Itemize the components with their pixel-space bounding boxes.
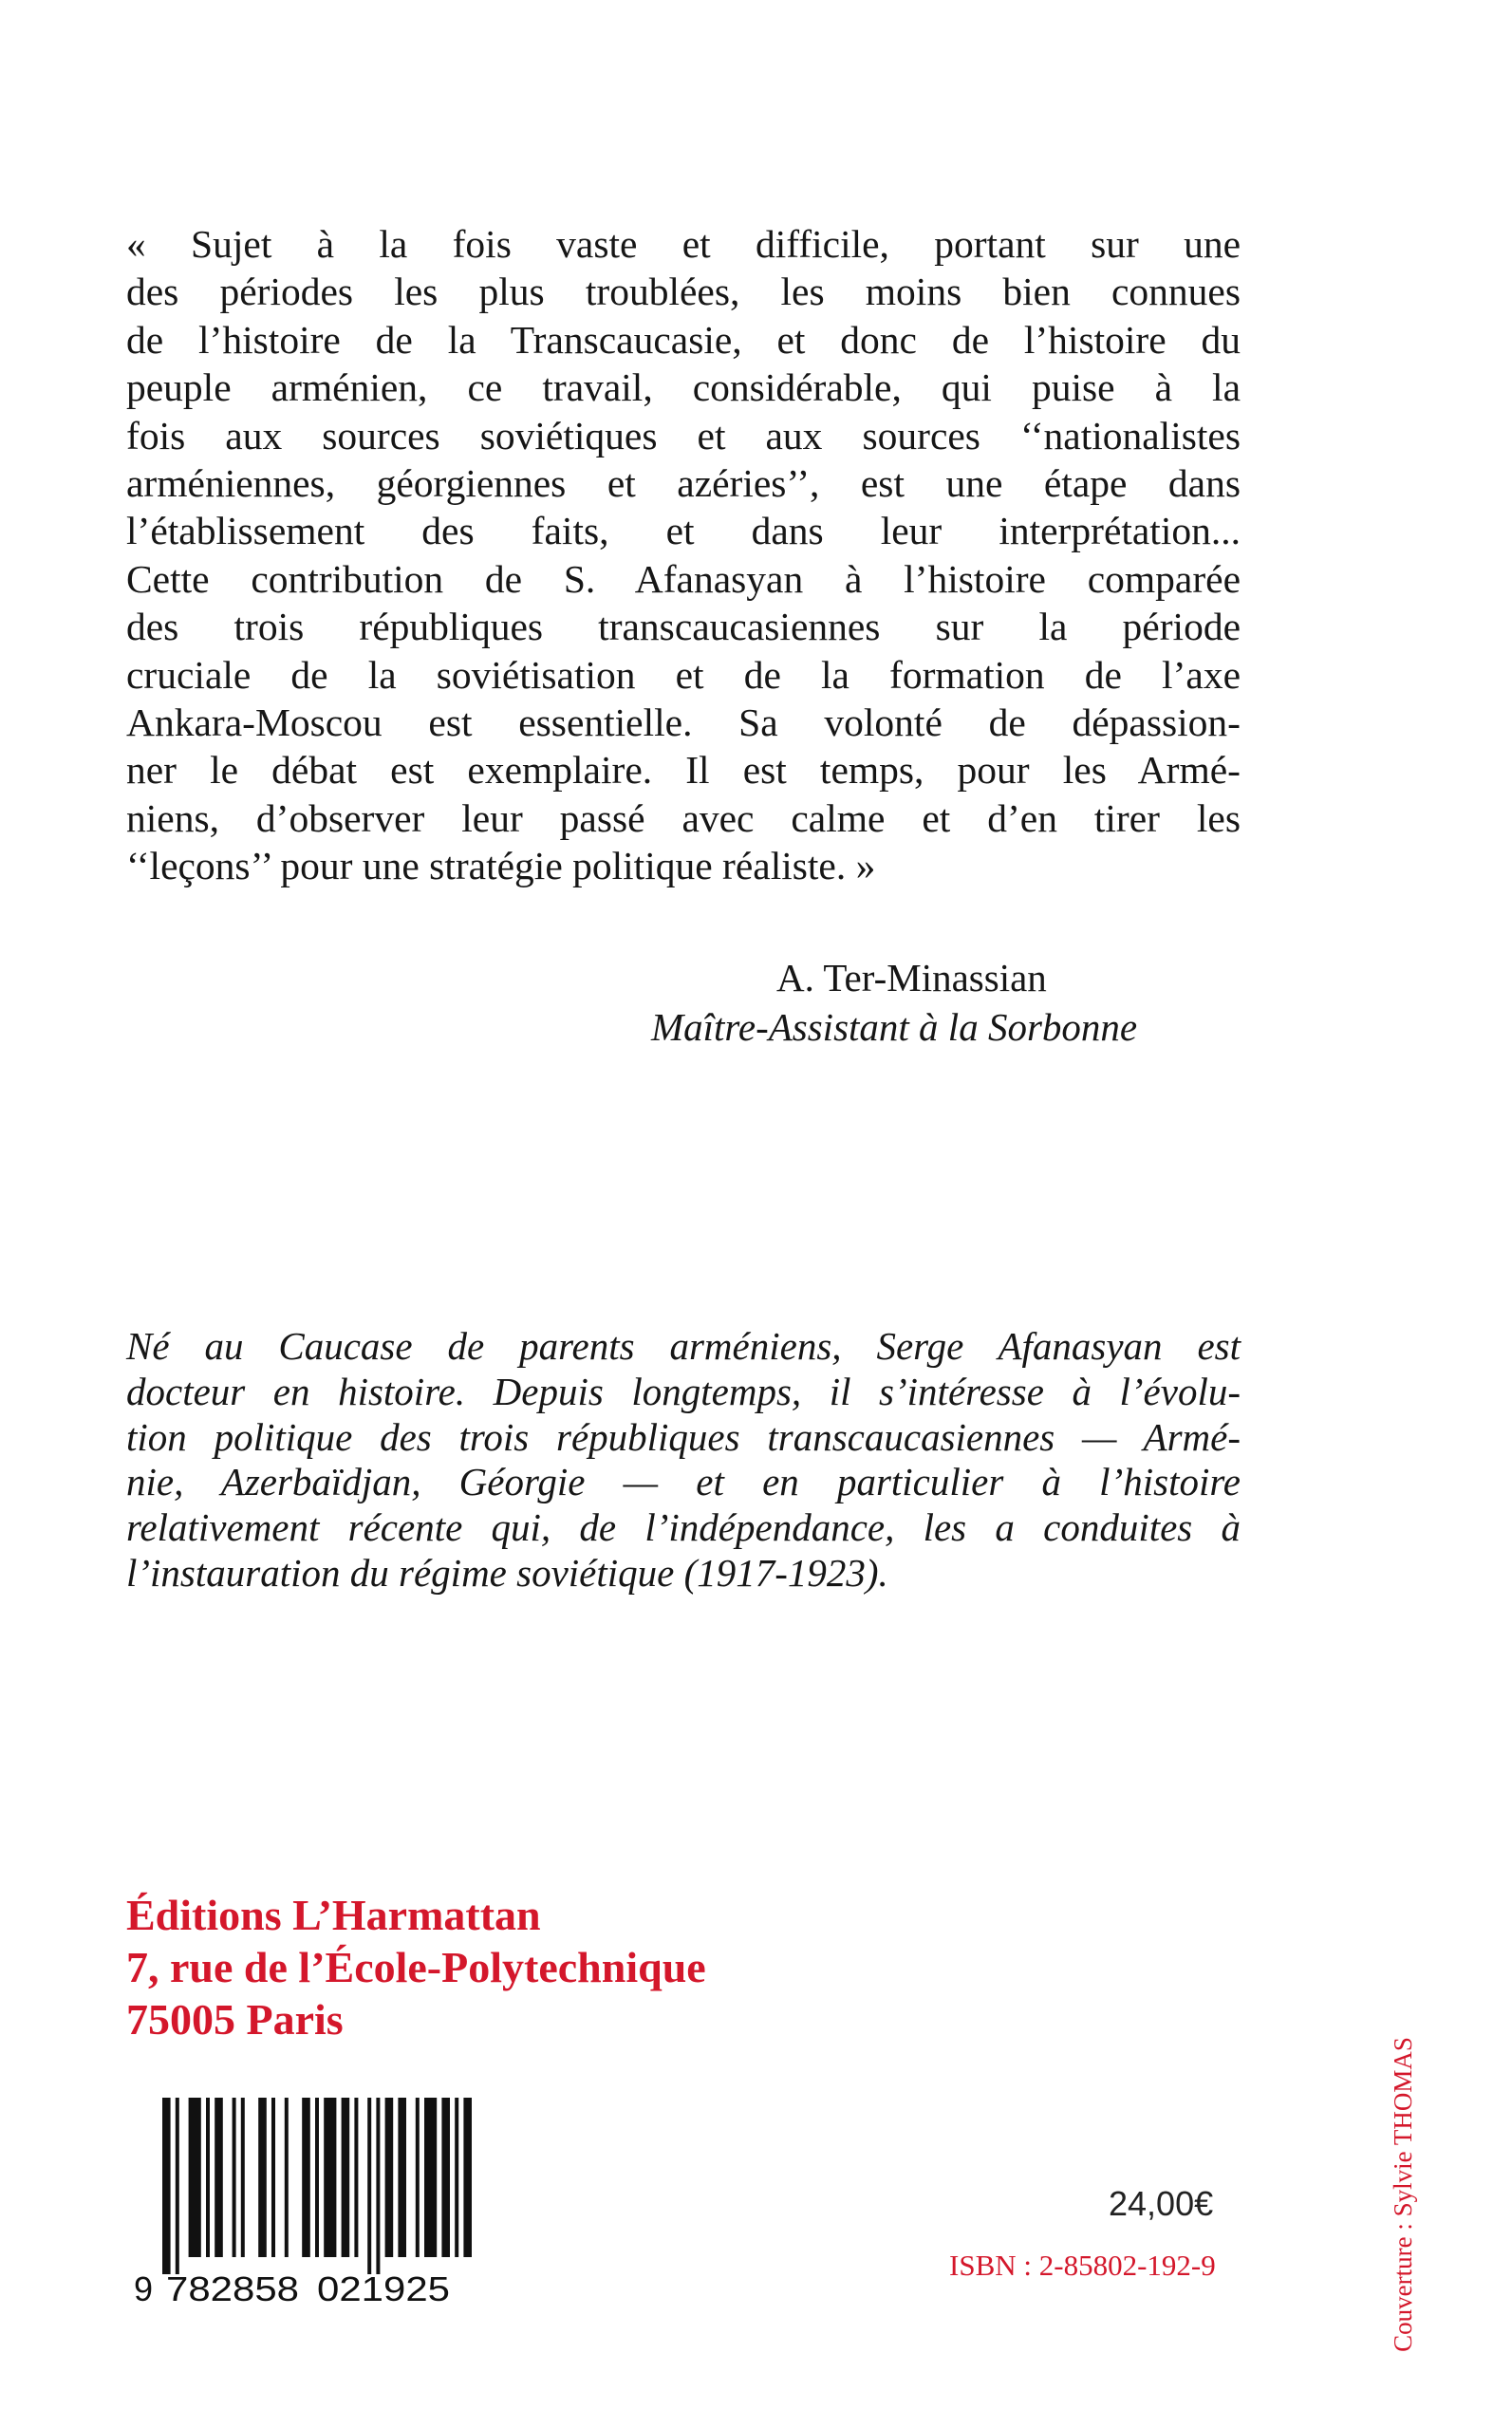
bio-line: l’instauration du régime soviétique (1917-1923).: [126, 1550, 888, 1595]
barcode-right-group: 021925: [317, 2270, 450, 2308]
quote-author-role: Maître-Assistant à la Sorbonne: [651, 1005, 1138, 1049]
barcode-bar: [315, 2098, 319, 2257]
publisher-name: Éditions L’Harmattan: [126, 1891, 541, 1939]
quote-line: ‘‘leçons’’ pour une stratégie politique réaliste. »: [126, 844, 876, 888]
quote-line: Cette contribution de S. Afanasyan à l’histoire comparée: [126, 556, 1241, 601]
barcode-bar: [398, 2098, 406, 2257]
barcode-bar: [233, 2098, 236, 2257]
barcode-bar: [271, 2098, 275, 2257]
barcode-bar: [285, 2098, 289, 2257]
barcode-bar: [463, 2098, 472, 2257]
barcode-first-digit: 9: [134, 2270, 154, 2308]
barcode-bar: [206, 2098, 210, 2257]
barcode-bar: [385, 2098, 394, 2257]
barcode-image: [134, 2098, 474, 2274]
quote-line: « Sujet à la fois vaste et difficile, portant sur une: [126, 222, 1241, 266]
quote-line: Ankara-Moscou est essentielle. Sa volonté de dépassion-: [126, 700, 1241, 745]
bio-line: nie, Azerbaïdjan, Géorgie — et en particulier à l’histoire: [126, 1460, 1241, 1504]
quote-line: des périodes les plus troublées, les moins bien connues: [126, 270, 1241, 314]
quote-line: fois aux sources soviétiques et aux sources ‘‘nationalistes: [126, 413, 1241, 458]
isbn: ISBN : 2-85802-192-9: [949, 2249, 1216, 2282]
quote-author: A. Ter-Minassian: [776, 956, 1047, 999]
barcode-digits: [134, 2270, 474, 2308]
barcode-bar: [324, 2098, 336, 2257]
barcode-bar: [176, 2098, 179, 2274]
bio-line: docteur en histoire. Depuis longtemps, il s’intéresse à l’évolu-: [126, 1369, 1241, 1413]
barcode-bar: [441, 2098, 450, 2257]
barcode-left-group: 782858: [166, 2270, 299, 2308]
quote-line: des trois républiques transcaucasiennes sur la période: [126, 605, 1241, 649]
barcode-bar: [416, 2098, 420, 2257]
barcode-bar: [424, 2098, 437, 2257]
publisher-city: 75005 Paris: [126, 1995, 344, 2044]
quote-line: niens, d’observer leur passé avec calme et d’en tirer les: [126, 795, 1241, 840]
quote-line: de l’histoire de la Transcaucasie, et donc de l’histoire du: [126, 317, 1241, 362]
quote-line: ner le débat est exemplaire. Il est temps, pour les Armé-: [126, 748, 1241, 793]
barcode-bar: [302, 2098, 310, 2257]
back-cover-quote: [126, 220, 1241, 890]
barcode-bar: [342, 2098, 350, 2257]
barcode-bar: [376, 2098, 380, 2274]
quote-line: peuple arménien, ce travail, considérable, qui puise à la: [126, 365, 1241, 410]
bio-line: Né au Caucase de parents arméniens, Serge Afanasyan est: [126, 1324, 1241, 1368]
barcode-bar: [455, 2098, 458, 2257]
cover-credit: Couverture : Sylvie THOMAS: [1389, 2037, 1417, 2352]
quote-line: arméniennes, géorgiennes et azéries’’, est une étape dans: [126, 461, 1241, 506]
barcode-bar: [162, 2098, 171, 2274]
bio-line: tion politique des trois républiques transcaucasiennes — Armé-: [126, 1414, 1241, 1459]
author-bio: [126, 1324, 1241, 1597]
quote-line: cruciale de la soviétisation et de la formation de l’axe: [126, 652, 1241, 697]
barcode-bar: [241, 2098, 245, 2257]
barcode-bar: [189, 2098, 201, 2257]
bio-line: relativement récente qui, de l’indépendance, les a conduites à: [126, 1505, 1241, 1550]
barcode-bar: [258, 2098, 267, 2257]
barcode-bar: [367, 2098, 371, 2274]
quote-line: l’établissement des faits, et dans leur interprétation...: [126, 509, 1241, 553]
publisher-block: [126, 1889, 706, 2045]
publisher-street: 7, rue de l’École-Polytechnique: [126, 1943, 706, 1991]
barcode-bar: [354, 2098, 358, 2257]
barcode-bar: [215, 2098, 223, 2257]
price: 24,00€: [1109, 2184, 1214, 2223]
